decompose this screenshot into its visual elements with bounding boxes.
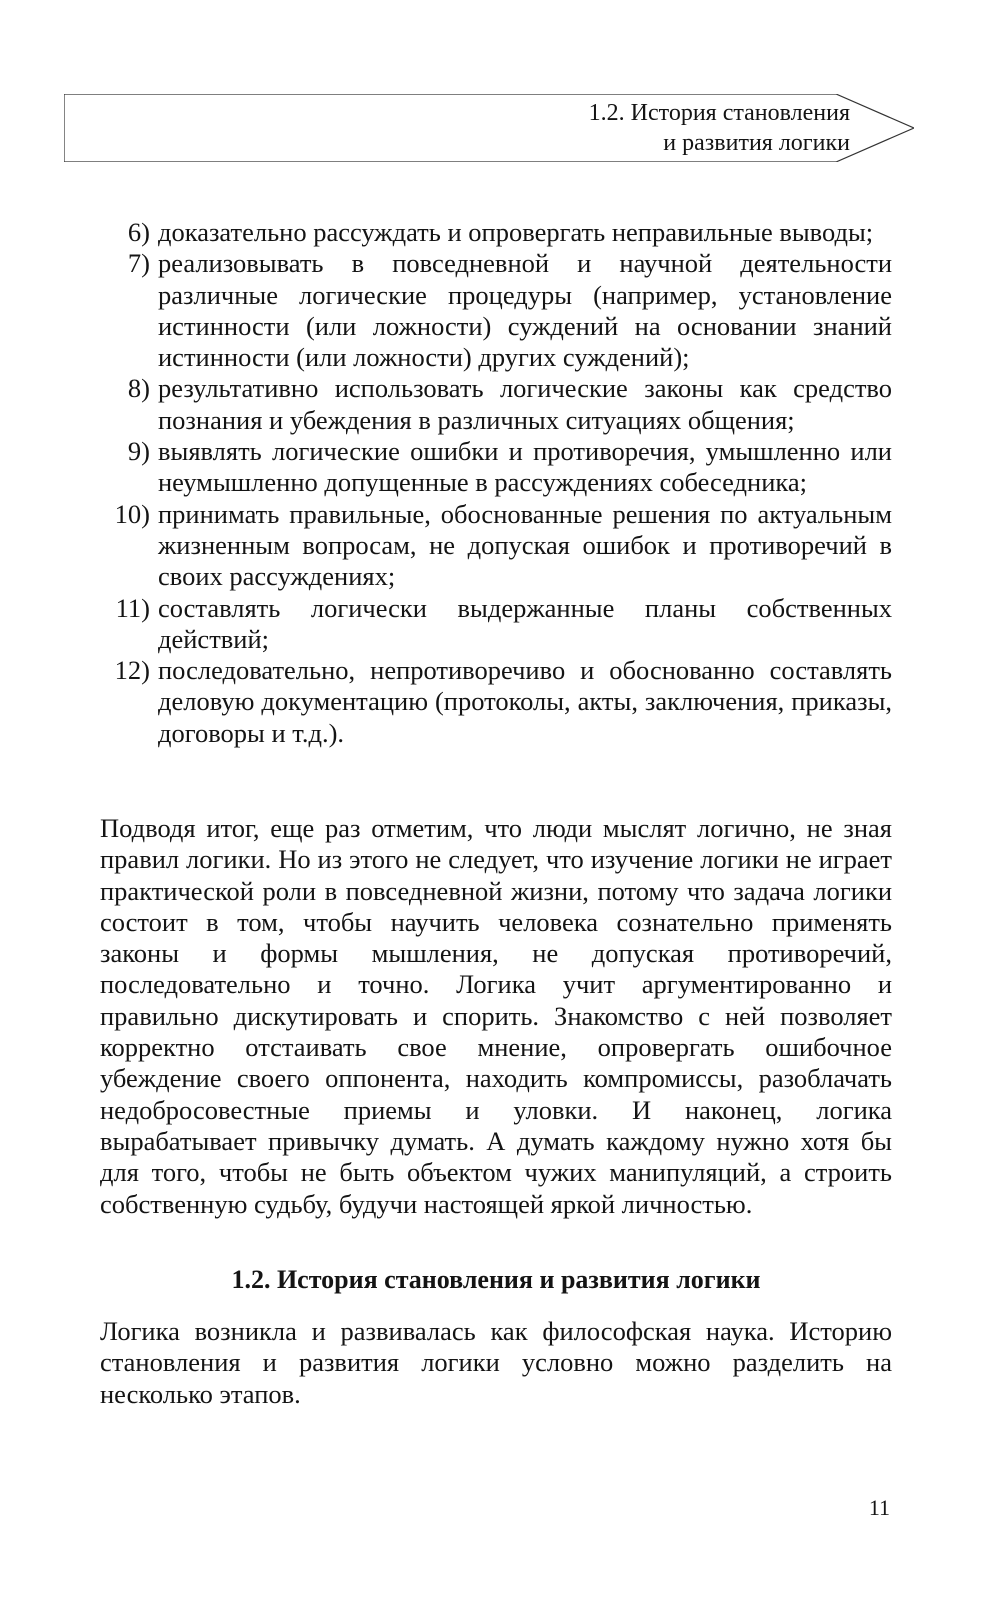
list-item-number: 8) — [127, 373, 150, 404]
skills-list — [100, 217, 892, 749]
list-item — [100, 593, 892, 656]
list-item-text: выявлять логические ошибки и противоречия, умышленно или неумышленно допущенные в рассуждениях собеседника; — [158, 436, 892, 498]
list-item-number: 7) — [127, 248, 150, 279]
list-item-number: 12) — [114, 655, 150, 686]
running-header-title — [589, 98, 850, 158]
list-item — [100, 217, 892, 248]
list-item-text: принимать правильные, обоснованные решения по актуальным жизненным вопросам, не допуская ошибок и противоречий в своих рассуждениях; — [158, 498, 892, 592]
page-number: 11 — [868, 1495, 890, 1520]
list-item-text: составлять логически выдержанные планы собственных действий; — [158, 592, 892, 654]
list-item-text: результативно использовать логические законы как средство познания и убеждения в различных ситуациях общения; — [158, 373, 892, 435]
list-item — [100, 436, 892, 499]
list-item-number: 9) — [127, 436, 150, 467]
list-item-number: 11) — [115, 592, 150, 623]
list-item — [100, 655, 892, 749]
running-header-line-1: 1.2. История становления — [588, 100, 850, 126]
list-item — [100, 373, 892, 436]
list-item-number: 6) — [127, 217, 150, 247]
list-item-text: доказательно рассуждать и опровергать неправильные выводы; — [158, 217, 874, 247]
list-item — [100, 499, 892, 593]
list-item-number: 10) — [114, 498, 150, 529]
intro-paragraph: Логика возникла и развивалась как философская наука. Историю становления и развития логики условно можно разделить на несколько этапов. — [100, 1316, 892, 1409]
list-item-text: реализовывать в повседневной и научной деятельности различные логические процедуры (например, установление истинности (или ложности) суждений на основании знаний истинности (или ложности) других суждений); — [158, 248, 892, 373]
list-item-text: последовательно, непротиворечиво и обоснованно составлять деловую документацию (протоколы, акты, заключения, приказы, договоры и т.д.). — [158, 655, 892, 748]
section-heading: 1.2. История становления и развития логики — [231, 1265, 761, 1294]
summary-paragraph: Подводя итог, еще раз отметим, что люди мыслят логично, не зная правил логики. Но из этого не следует, что изучение логики не играет практической роли в повседневной жизни, потому что задача логики состоит в том, чтобы научить человека сознательно применять законы и формы мышления, не допуская противоречий, последовательно и точно. Логика учит аргументированно и правильно дискутировать и спорить. Знакомство с ней позволяет корректно отстаивать свое мнение, опровергать ошибочное убеждение своего оппонента, находить компромиссы, разоблачать недобросовестные приемы и уловки. И наконец, логика вырабатывает привычку думать. А думать каждому нужно хотя бы для того, чтобы не быть объектом чужих манипуляций, а строить собственную судьбу, будучи настоящей яркой личностью. — [100, 813, 892, 1219]
list-item — [100, 248, 892, 373]
running-header — [64, 94, 914, 162]
running-header-line-2: и развития логики — [663, 130, 850, 156]
